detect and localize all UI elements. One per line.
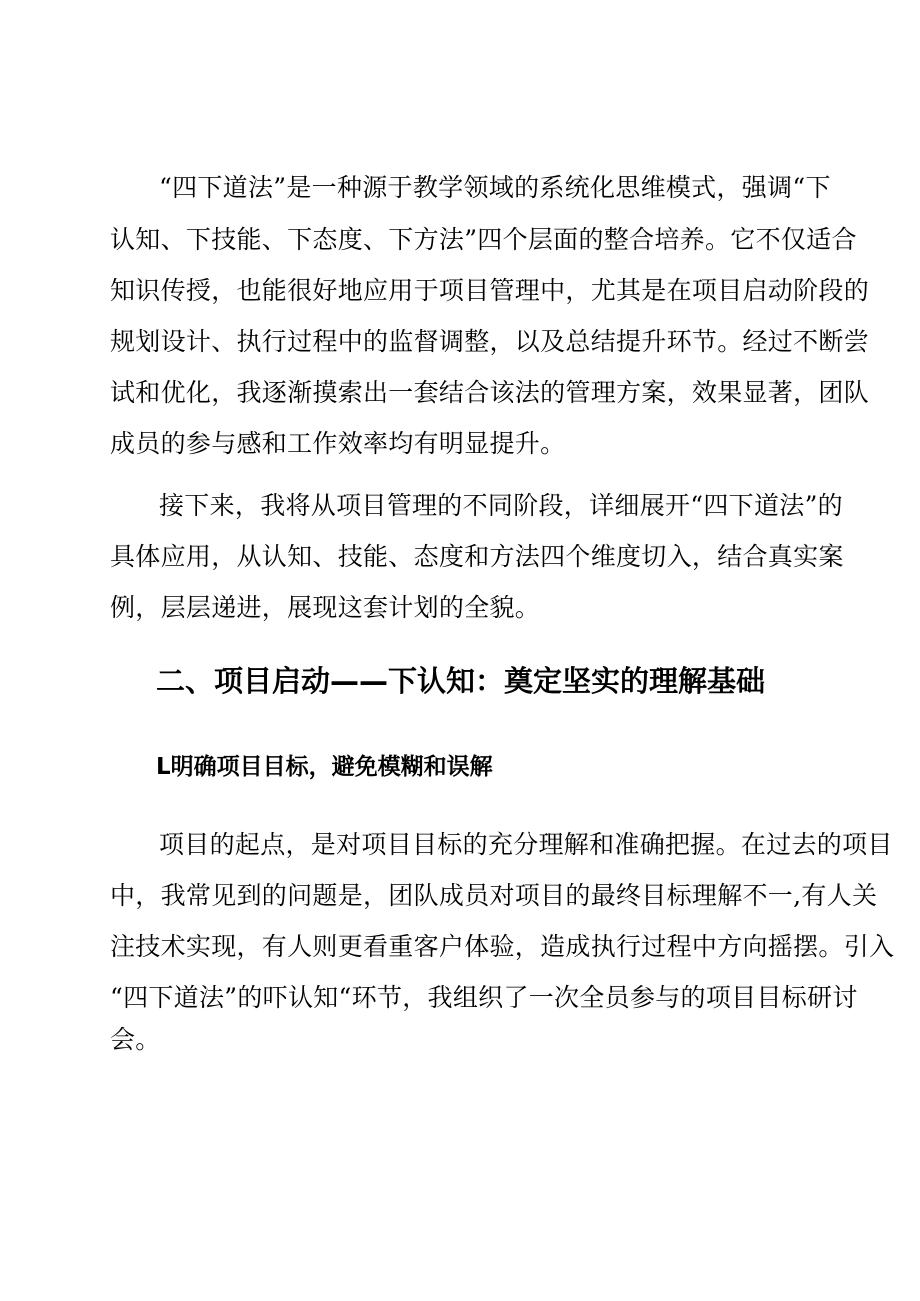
body-line-1: 项目的起点，是对项目目标的充分理解和准确把握。在过去的项目 [159, 830, 893, 859]
body-line-4: “四下道法”的吓认知“环节，我组织了一次全员参与的项目目标研讨 [110, 983, 858, 1012]
intro-line-1: “四下道法”是一种源于教学领域的系统化思维模式，强调“下 [159, 173, 831, 202]
body-line-5: 会。 [110, 1025, 161, 1054]
intro-line-4: 规划设计、执行过程中的监督调整，以及总结提升环节。经过不断尝 [110, 327, 870, 356]
next-line-1: 接下来，我将从项目管理的不同阶段，详细展开“四下道法”的 [159, 491, 843, 520]
intro-line-2: 认知、下技能、下态度、下方法”四个层面的整合培养。它不仅适合 [110, 225, 857, 254]
intro-line-5: 试和优化，我逐渐摸索出一套结合该法的管理方案，效果显著，团队 [110, 378, 870, 407]
subsection-heading: L明确项目目标，避免模糊和误解 [156, 754, 493, 780]
section-heading: 二、项目启动——下认知：奠定坚实的理解基础 [156, 664, 766, 698]
body-line-3: 注技术实现，有人则更看重客户体验，造成执行过程中方向摇摆。引入 [110, 932, 895, 961]
next-line-2: 具体应用，从认知、技能、态度和方法四个维度切入，结合真实案 [110, 542, 844, 571]
intro-line-3: 知识传授，也能很好地应用于项目管理中，尤其是在项目启动阶段的 [110, 276, 870, 305]
body-line-2: 中，我常见到的问题是，团队成员对项目的最终目标理解不一,有人关 [110, 881, 878, 910]
intro-line-6: 成员的参与感和工作效率均有明显提升。 [110, 429, 566, 458]
next-line-3: 例，层层递进，展现这套计划的全貌。 [110, 593, 541, 622]
